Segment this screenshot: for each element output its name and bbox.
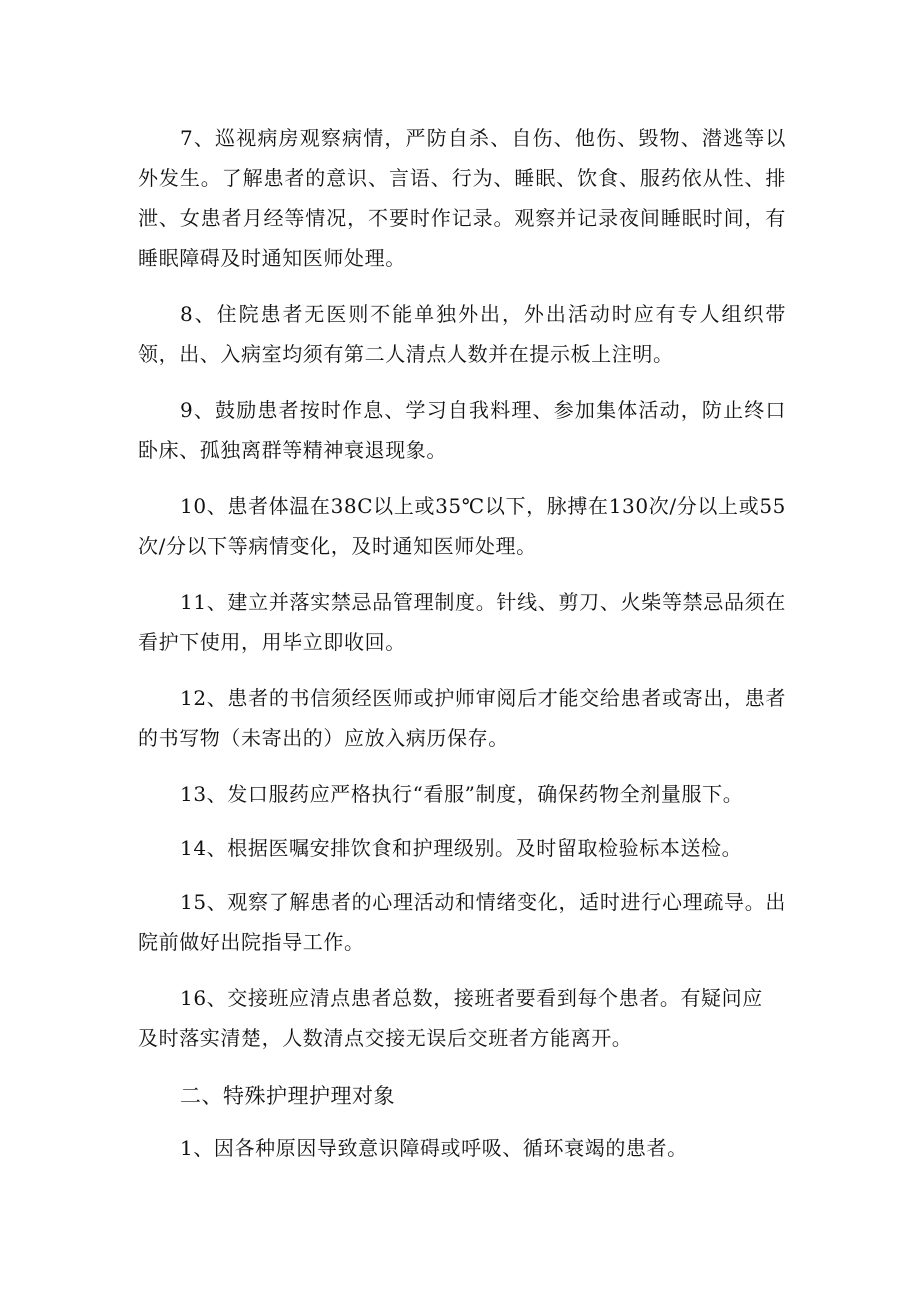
paragraph-16-line-2: 及时落实清楚，人数清点交接无误后交班者方能离开。	[138, 1026, 633, 1050]
paragraph-item-11: 11、建立并落实禁忌品管理制度。针线、剪刀、火柴等禁忌品须在看护下使用，用毕立即收回。	[138, 590, 786, 654]
paragraph-item-14: 14、根据医嘱安排饮食和护理级别。及时留取检验标本送检。	[180, 836, 743, 860]
paragraph-item-15: 15、观察了解患者的心理活动和情绪变化，适时进行心理疏导。出院前做好出院指导工作。	[138, 890, 786, 954]
section-heading: 二、特殊护理护理对象	[180, 1084, 395, 1108]
paragraph-item-9: 9、鼓励患者按时作息、学习自我料理、参加集体活动，防止终口卧床、孤独离群等精神衰退现象。	[138, 398, 786, 462]
paragraph-16-line-1: 16、交接班应清点患者总数，接班者要看到每个患者。有疑问应	[180, 986, 763, 1010]
paragraph-item-8: 8、住院患者无医则不能单独外出，外出活动时应有专人组织带领，出、入病室均须有第二人清点人数并在提示板上注明。	[138, 302, 786, 366]
paragraph-item-7: 7、巡视病房观察病情，严防自杀、自伤、他伤、毁物、潜逃等以外发生。了解患者的意识、言语、行为、睡眠、饮食、服药依从性、排泄、女患者月经等情况，不要时作记录。观察并记录夜间睡眠时间，有睡眠障碍及时通知医师处理。	[138, 126, 786, 270]
paragraph-item-10: 10、患者体温在38C以上或35℃以下，脉搏在130次/分以上或55次/分以下等病情变化，及时通知医师处理。	[138, 494, 786, 558]
document-body	[138, 118, 786, 1184]
paragraph-item-12: 12、患者的书信须经医师或护师审阅后才能交给患者或寄出，患者的书写物（未寄出的）应放入病历保存。	[138, 686, 786, 750]
paragraph-item-16	[138, 978, 786, 1058]
section-item-1: 1、因各种原因导致意识障碍或呼吸、循环衰竭的患者。	[180, 1136, 688, 1160]
paragraph-item-13: 13、发口服药应严格执行“看服”制度，确保药物全剂量服下。	[180, 782, 744, 806]
